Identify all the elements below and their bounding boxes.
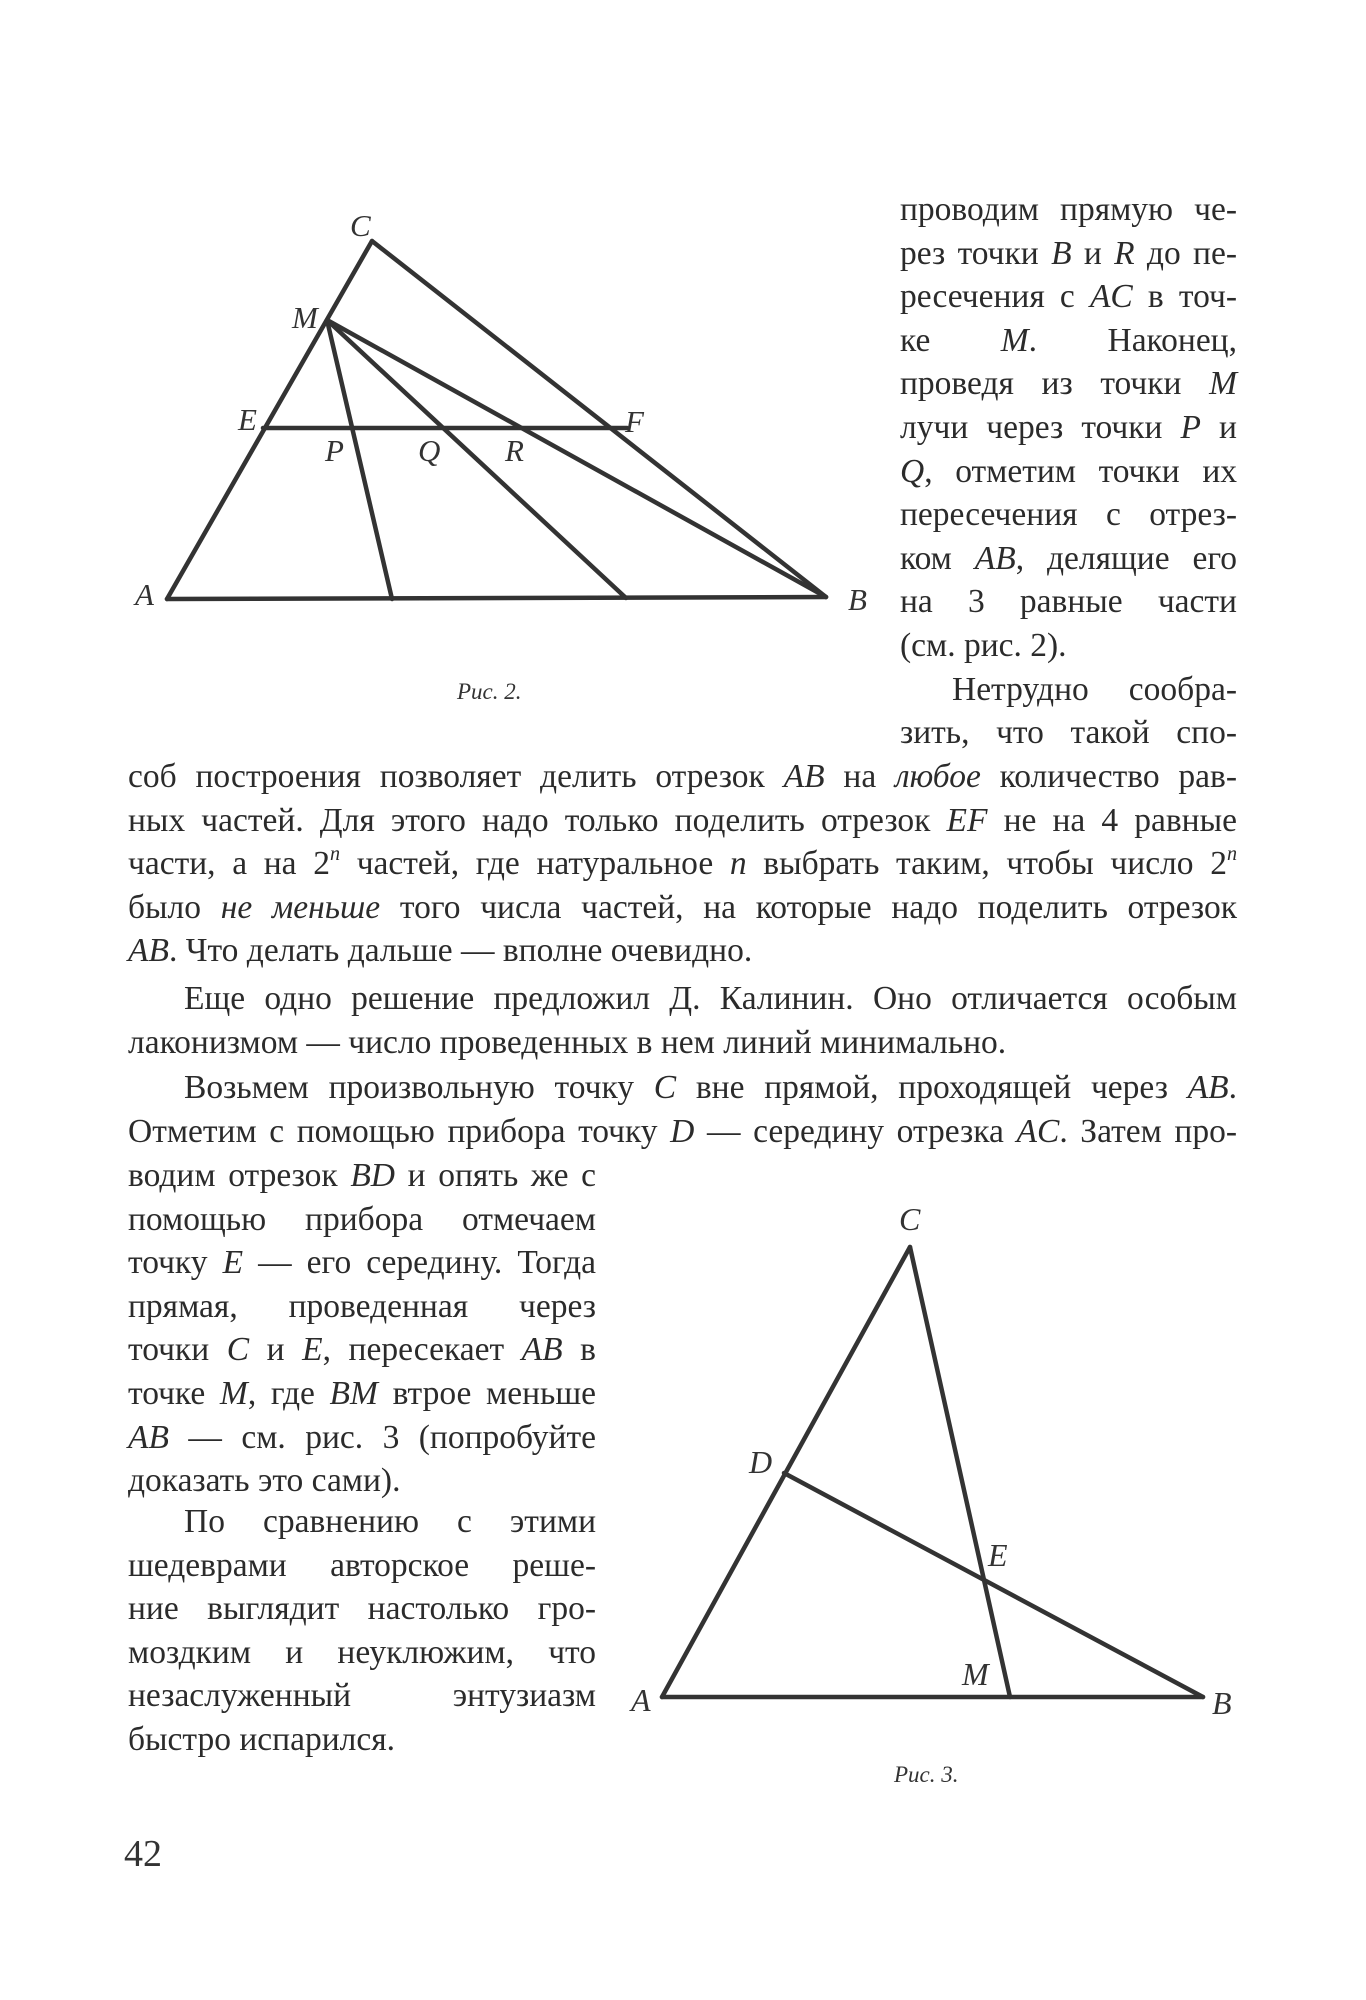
text-line: ресечения с AC в точ- [900, 278, 1237, 316]
label-M: M [292, 300, 318, 335]
text-line: точке M, где BM втрое меньше [128, 1374, 596, 1412]
text-line: проводим прямую че- [900, 191, 1237, 228]
label-B: B [848, 582, 867, 617]
text-line: было не меньше того числа частей, на которые надо поделить отрезок [128, 888, 1237, 926]
label-E: E [238, 402, 257, 437]
text-line: части, а на 2$^n$ частей, где натуральное n выбрать таким, чтобы число 2$^n$ [128, 843, 1238, 883]
label-Q: Q [418, 433, 441, 468]
segment-CM [910, 1247, 1010, 1697]
label-C: C [350, 208, 371, 243]
text-line: лаконизмом — число проведенных в нем линий минимально. [128, 1023, 1007, 1061]
text-line: быстро испарился. [128, 1720, 395, 1758]
text-line: пересечения с отрез- [900, 496, 1237, 534]
label-M: M [962, 1656, 989, 1692]
label-R: R [505, 433, 524, 468]
text-line: помощью прибора отмечаем [128, 1200, 596, 1238]
text-line: моздким и неуклюжим, что [128, 1633, 596, 1671]
text-line: ных частей. Для этого надо только поделить отрезок EF не на 4 равные [128, 801, 1237, 839]
text-line: точки C и E, пересекает AB в [128, 1331, 596, 1369]
text-line: Q, отметим точки их [900, 452, 1237, 490]
text-line: лучи через точки P и [900, 408, 1237, 446]
label-E: E [988, 1537, 1008, 1573]
text-line: (см. рис. 2). [900, 626, 1067, 664]
text-line: доказать это сами). [128, 1462, 401, 1500]
text-line: Нетрудно сообра- [952, 670, 1237, 708]
text-line: на 3 равные части [900, 583, 1237, 621]
text-line: AB — см. рис. 3 (попробуйте [128, 1418, 596, 1456]
text-line: рез точки B и R до пе- [900, 234, 1237, 272]
label-A: A [631, 1682, 651, 1718]
text-line: ком AB, делящие его [900, 539, 1237, 577]
text-line: соб построения позволяет делить отрезок AB на любое количество рав- [128, 758, 1237, 795]
text-line: ние выглядит настолько гро- [128, 1590, 596, 1628]
text-line: шедеврами авторское реше- [128, 1546, 596, 1584]
label-D: D [749, 1444, 773, 1480]
label-A: A [135, 577, 154, 612]
label-B: B [1212, 1685, 1232, 1721]
text-line: точку E — его середину. Тогда [128, 1244, 597, 1282]
text-line: Возьмем произвольную точку C вне прямой, проходящей через AB. [184, 1069, 1237, 1106]
label-C: C [899, 1201, 921, 1237]
text-line: Отметим с помощью прибора точку D — середину отрезка AC. Затем про- [128, 1112, 1237, 1150]
text-line: водим отрезок BD и опять же с [128, 1157, 597, 1194]
label-F: F [625, 404, 644, 439]
text-line: Еще одно решение предложил Д. Калинин. Оно отличается особым [184, 980, 1237, 1017]
text-line: AB. Что делать дальше — вполне очевидно. [128, 932, 753, 970]
text-line: незаслуженный энтузиазм [128, 1677, 596, 1715]
text-line: прямая, проведенная через [128, 1287, 596, 1325]
label-P: P [325, 433, 344, 468]
text-line: зить, что такой спо- [900, 714, 1237, 752]
figure-3-caption: Рис. 3. [894, 1762, 959, 1787]
page-number: 42 [124, 1833, 162, 1875]
figure-2-caption: Рис. 2. [457, 679, 522, 704]
segment-DB [784, 1473, 1203, 1697]
text-line: проведя из точки M [900, 365, 1237, 403]
text-line: По сравнению с этими [184, 1503, 596, 1540]
text-line: ке M. Наконец, [900, 321, 1237, 359]
